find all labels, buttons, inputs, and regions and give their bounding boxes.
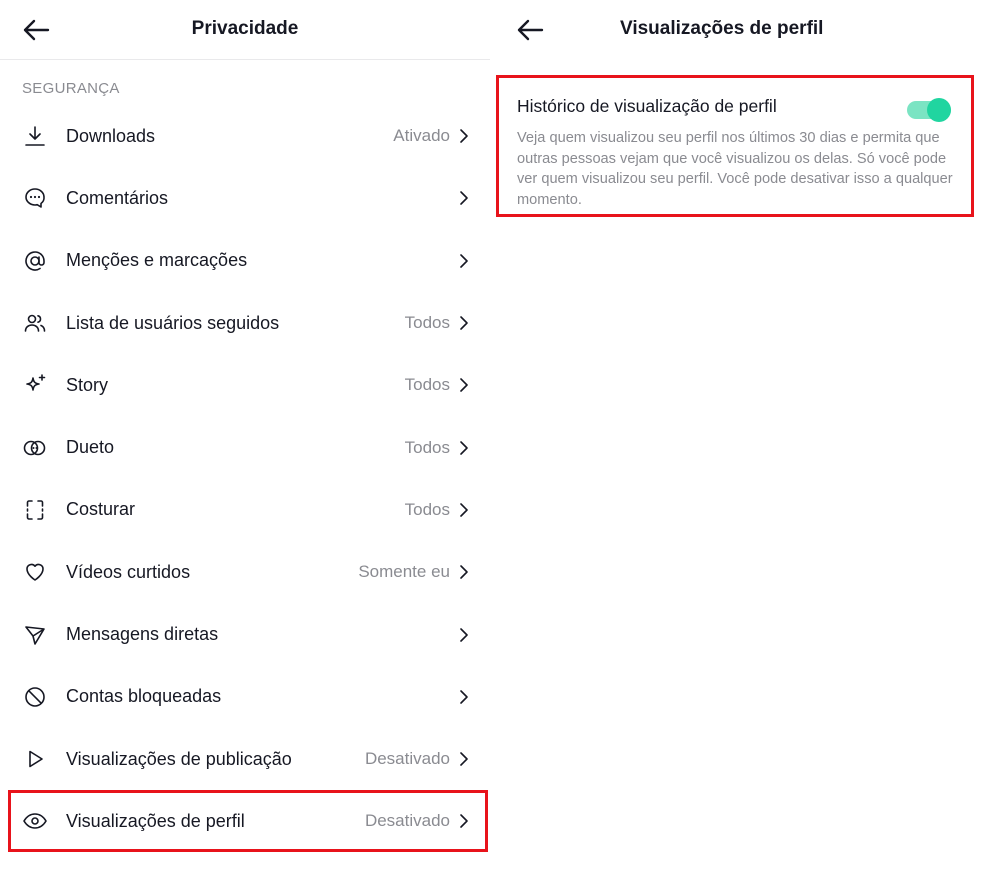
profile-views-header bbox=[494, 0, 984, 60]
download-icon bbox=[22, 123, 48, 149]
duet-icon bbox=[22, 435, 48, 461]
menu-item-label: Menções e marcações bbox=[66, 250, 248, 271]
page-title: Privacidade bbox=[191, 18, 299, 39]
menu-item-blocked-accounts[interactable] bbox=[0, 666, 490, 728]
menu-item-value: Somente eu bbox=[358, 562, 450, 582]
heart-icon bbox=[22, 559, 48, 585]
menu-item-label: Vídeos curtidos bbox=[66, 561, 191, 582]
menu-item-mentions[interactable] bbox=[0, 230, 490, 292]
menu-item-post-views[interactable] bbox=[0, 728, 490, 790]
menu-item-label: Contas bloqueadas bbox=[66, 686, 222, 707]
profile-view-history-setting bbox=[496, 75, 974, 217]
menu-item-value: Todos bbox=[404, 313, 450, 333]
profile-views-panel bbox=[494, 0, 984, 871]
menu-item-label: Costurar bbox=[66, 499, 136, 520]
chevron-right-icon bbox=[458, 252, 470, 270]
chevron-right-icon bbox=[458, 501, 470, 519]
arrow-left-icon bbox=[516, 19, 544, 41]
chevron-right-icon bbox=[458, 750, 470, 768]
chevron-right-icon bbox=[458, 189, 470, 207]
header-divider bbox=[0, 59, 490, 60]
menu-item-value: Desativado bbox=[364, 811, 450, 831]
chevron-right-icon bbox=[458, 812, 470, 830]
menu-item-label: Downloads bbox=[66, 125, 156, 146]
setting-title: Histórico de visualização de perfil bbox=[517, 96, 777, 116]
play-icon bbox=[22, 746, 48, 772]
privacy-header bbox=[0, 0, 490, 60]
users-icon bbox=[22, 310, 48, 336]
chevron-right-icon bbox=[458, 127, 470, 145]
comment-icon bbox=[22, 185, 48, 211]
stitch-icon bbox=[22, 497, 48, 523]
chevron-right-icon bbox=[458, 563, 470, 581]
menu-item-value: Desativado bbox=[364, 749, 450, 769]
setting-description: Veja quem visualizou seu perfil nos últimos 30 dias e permita que outras pessoas vejam que você visualizou os delas. Só você pode ver quem visualizou seu perfil. Você pode desativar isso a qualquer momento. bbox=[517, 130, 953, 208]
at-icon bbox=[22, 248, 48, 274]
menu-item-label: Mensagens diretas bbox=[66, 624, 219, 645]
menu-item-label: Dueto bbox=[66, 437, 115, 458]
menu-item-label: Comentários bbox=[66, 187, 169, 208]
menu-item-liked-videos[interactable] bbox=[0, 541, 490, 603]
chevron-right-icon bbox=[458, 439, 470, 457]
send-icon bbox=[22, 622, 48, 648]
chevron-right-icon bbox=[458, 314, 470, 332]
eye-icon bbox=[22, 808, 48, 834]
menu-item-following-list[interactable] bbox=[0, 292, 490, 354]
menu-item-duet[interactable] bbox=[0, 416, 490, 478]
menu-item-direct-messages[interactable] bbox=[0, 603, 490, 665]
menu-item-label: Visualizações de publicação bbox=[66, 748, 292, 769]
block-icon bbox=[22, 684, 48, 710]
privacy-menu bbox=[0, 105, 490, 853]
menu-item-comments[interactable] bbox=[0, 167, 490, 229]
menu-item-label: Lista de usuários seguidos bbox=[66, 312, 280, 333]
profile-view-history-toggle[interactable] bbox=[907, 98, 951, 122]
menu-item-label: Story bbox=[66, 374, 109, 395]
menu-item-value: Ativado bbox=[393, 126, 450, 146]
chevron-right-icon bbox=[458, 376, 470, 394]
back-button[interactable] bbox=[512, 15, 548, 45]
sparkle-icon bbox=[22, 372, 48, 398]
toggle-knob bbox=[927, 98, 951, 122]
page-title: Visualizações de perfil bbox=[620, 18, 824, 39]
menu-item-story[interactable] bbox=[0, 354, 490, 416]
chevron-right-icon bbox=[458, 626, 470, 644]
menu-item-label: Visualizações de perfil bbox=[66, 810, 245, 831]
section-label-security: SEGURANÇA bbox=[22, 80, 120, 97]
chevron-right-icon bbox=[458, 688, 470, 706]
privacy-panel bbox=[0, 0, 490, 871]
menu-item-downloads[interactable] bbox=[0, 105, 490, 167]
menu-item-value: Todos bbox=[404, 499, 450, 519]
menu-item-value: Todos bbox=[404, 437, 450, 457]
menu-item-value: Todos bbox=[404, 375, 450, 395]
menu-item-profile-views[interactable] bbox=[0, 790, 490, 852]
menu-item-stitch[interactable] bbox=[0, 479, 490, 541]
